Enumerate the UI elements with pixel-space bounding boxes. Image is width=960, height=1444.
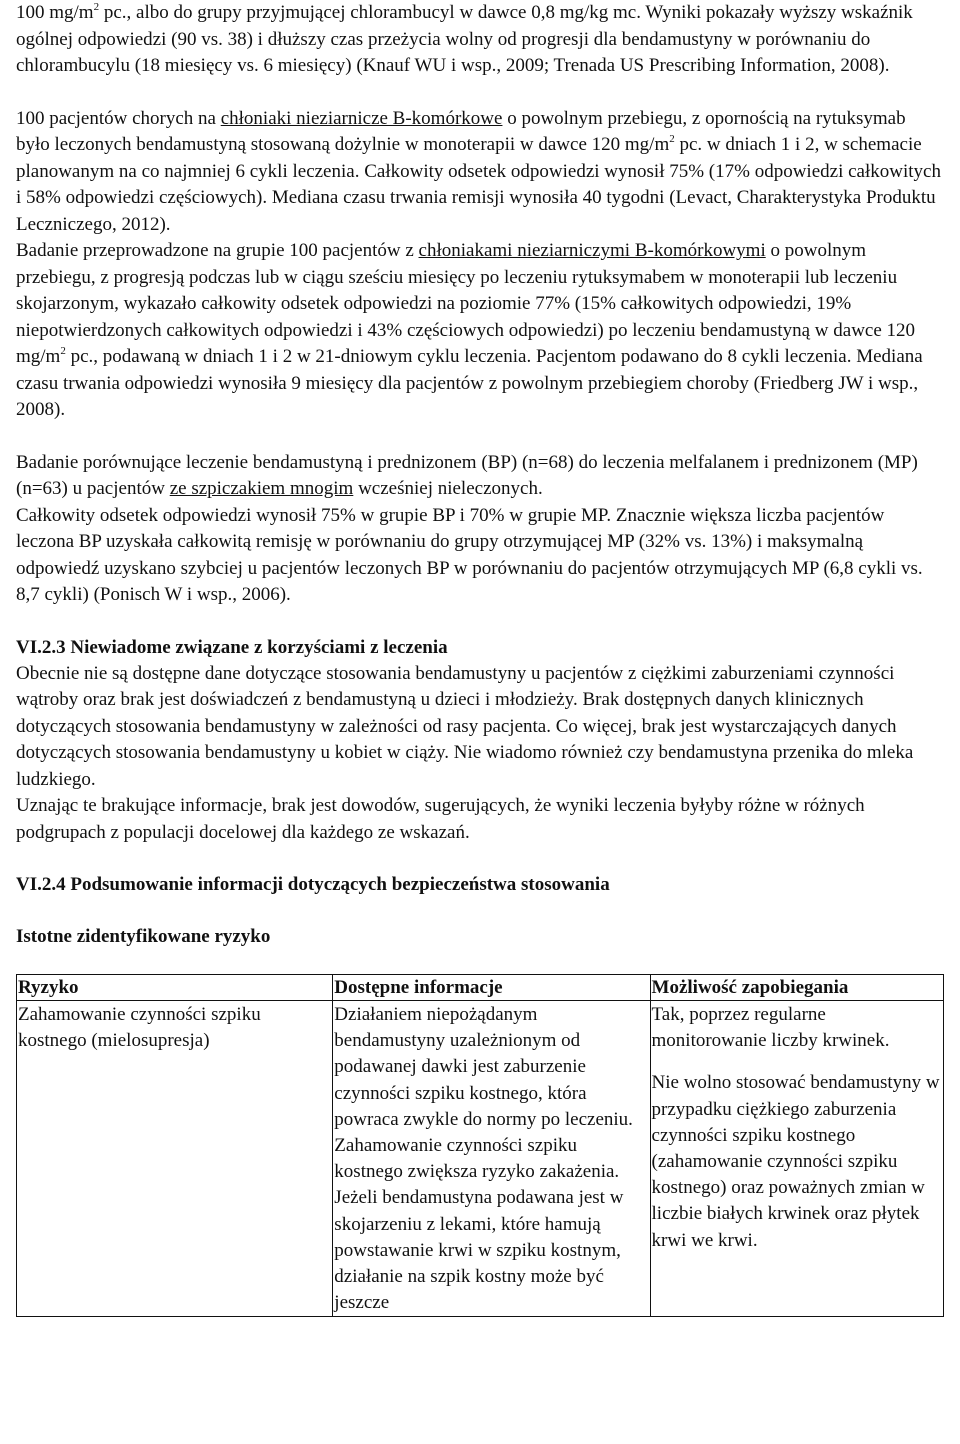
superscript: 2 bbox=[669, 133, 675, 145]
text-span: Badanie porównujące leczenie bendamustyną i prednizonem (BP) (n=68) do leczenia melfalanem i prednizonem (MP) (n=63) u pacjentów bbox=[16, 451, 918, 499]
paragraph-study-100-patients bbox=[16, 238, 944, 424]
text-span: o powolnym przebiegu, z progresją podczas lub w ciągu sześciu miesięcy po leczeniu rytuksymabem w monoterapii lub leczeniu skojarzonym, wykazało całkowity odsetek odpowiedzi na poziomie 77% (15% całkowitych odpowiedzi, 19% niepotwierdzonych całkowitych odpowiedzi i 43% częściowych odpowiedzi) po leczeniu bendamustyną w dawce 120 mg/m bbox=[16, 240, 916, 367]
risk-table bbox=[16, 974, 944, 1317]
link-nhl-2[interactable]: chłoniakami nieziarniczymi B-komórkowymi bbox=[418, 240, 766, 261]
text-span: o powolnym przebiegu, z opornością na rytuksymab było leczonych bendamustyną stosowaną dożylnie w monoterapii w dawce 120 mg/m bbox=[16, 107, 906, 155]
link-nhl[interactable]: chłoniaki nieziarnicze B-komórkowe bbox=[220, 107, 503, 129]
cell-text: Działaniem niepożądanym bendamustyny uzależnionym od podawanej dawki jest zaburzenie czynności szpiku kostnego, która powraca zwykle do normy po leczeniu. Zahamowanie czynności szpiku kostnego zwiększa ryzyko zakażenia. Jeżeli bendamustyna podawana jest w skojarzeniu z lekami, które hamują powstawanie krwi w szpiku kostnym, działanie na szpik kostny może być jeszcze bbox=[334, 1004, 633, 1314]
superscript: 2 bbox=[93, 1, 100, 13]
text-span: 100 mg/m bbox=[16, 2, 94, 23]
cell-risk bbox=[17, 1001, 333, 1317]
paragraph-rituximab-refractory bbox=[16, 106, 944, 239]
section-heading-safety-summary: VI.2.4 Podsumowanie informacji dotyczących bezpieczeństwa stosowania bbox=[16, 874, 610, 895]
cell-info bbox=[333, 1001, 650, 1317]
table-header-row bbox=[17, 975, 944, 1001]
text-span: pc., podawaną w dniach 1 i 2 w 21-dniowym cyklu leczenia. Pacjentom podawano do 8 cykli leczenia. Mediana czasu trwania odpowiedzi wynosiła 9 miesięcy dla pacjentów z powolnym przebiegiem choroby (Friedberg JW i wsp., 2008). bbox=[16, 346, 923, 420]
subheading-identified-risk: Istotne zidentyfikowane ryzyko bbox=[16, 926, 271, 947]
column-header-prevention: Możliwość zapobiegania bbox=[650, 975, 943, 1001]
paragraph-response-rates: Całkowity odsetek odpowiedzi wynosił 75% w grupie BP i 70% w grupie MP. Znacznie większa liczba pacjentów leczona BP uzyskała całkowitą remisję w porównaniu do grupy otrzymującej MP (32% vs. 13%) i maksymalną odpowiedź uzyskano szybciej u pacjentów leczonych BP w porównaniu do pacjentów otrzymujących MP (6,8 cykli vs. 8,7 cykli) (Ponisch W i wsp., 2006). bbox=[16, 504, 923, 605]
text-span: wcześniej nieleczonych. bbox=[353, 478, 543, 499]
cell-text: Zahamowanie czynności szpiku kostnego (mielosupresja) bbox=[18, 1004, 261, 1052]
text-span: Badanie przeprowadzone na grupie 100 pacjentów z bbox=[16, 240, 419, 261]
document-page bbox=[16, 0, 944, 1317]
paragraph-unknowns: Obecnie nie są dostępne dane dotyczące stosowania bendamustyny u pacjentów z ciężkimi zaburzeniami czynności wątroby oraz brak jest doświadczeń z bendamustyną u dzieci i młodzieży. Brak dostępnych danych klinicznych dotyczących stosowania bendamustyny w zależności od rasy pacjenta. Co więcej, brak jest wystarczających danych dotyczących stosowania bendamustyny u kobiet w ciąży. Nie wiadomo również czy bendamustyna przenika do mleka ludzkiego. bbox=[16, 662, 914, 790]
paragraph-chlorambucil-results bbox=[16, 0, 944, 80]
section-heading-unknowns: VI.2.3 Niewiadome związane z korzyściami z leczenia bbox=[16, 636, 448, 658]
paragraph-bp-vs-mp bbox=[16, 450, 944, 503]
cell-prevention bbox=[650, 1001, 943, 1317]
cell-text: Tak, poprzez regularne monitorowanie liczby krwinek. bbox=[651, 1004, 890, 1052]
superscript: 2 bbox=[60, 345, 66, 357]
text-span: pc. w dniach 1 i 2, w schemacie planowanym na co najmniej 6 cykli leczenia. Całkowity odsetek odpowiedzi wynosił 75% (17% odpowiedzi całkowitych i 58% odpowiedzi częściowych). Mediana czasu trwania remisji wynosiła 40 tygodni (Levact, Charakterystyka Produktu Leczniczego, 2012). bbox=[16, 134, 941, 235]
cell-text: Nie wolno stosować bendamustyny w przypadku ciężkiego zaburzenia czynności szpiku kostnego (zahamowanie czynności szpiku kostnego) oraz poważnych zmian w liczbie białych krwinek oraz płytek krwi we krwi. bbox=[651, 1072, 940, 1251]
link-myeloma[interactable]: ze szpiczakiem mnogim bbox=[169, 478, 354, 499]
table-row bbox=[17, 1001, 944, 1317]
column-header-risk: Ryzyko bbox=[17, 975, 333, 1001]
text-span: pc., albo do grupy przyjmującej chlorambucyl w dawce 0,8 mg/kg mc. Wyniki pokazały wyższy wskaźnik ogólnej odpowiedzi (90 vs. 38) i dłuższy czas przeżycia wolny od progresji dla bendamustyny w porównaniu do chlorambucylu (18 miesięcy vs. 6 miesięcy) (Knauf WU i wsp., 2009; Trenada US Prescribing Information, 2008). bbox=[16, 2, 913, 76]
column-header-info: Dostępne informacje bbox=[333, 975, 650, 1001]
text-span: 100 pacjentów chorych na bbox=[16, 107, 221, 129]
paragraph-missing-info: Uznając te brakujące informacje, brak jest dowodów, sugerujących, że wyniki leczenia byłyby różne w różnych podgrupach z populacji docelowej dla każdego ze wskazań. bbox=[16, 795, 865, 843]
